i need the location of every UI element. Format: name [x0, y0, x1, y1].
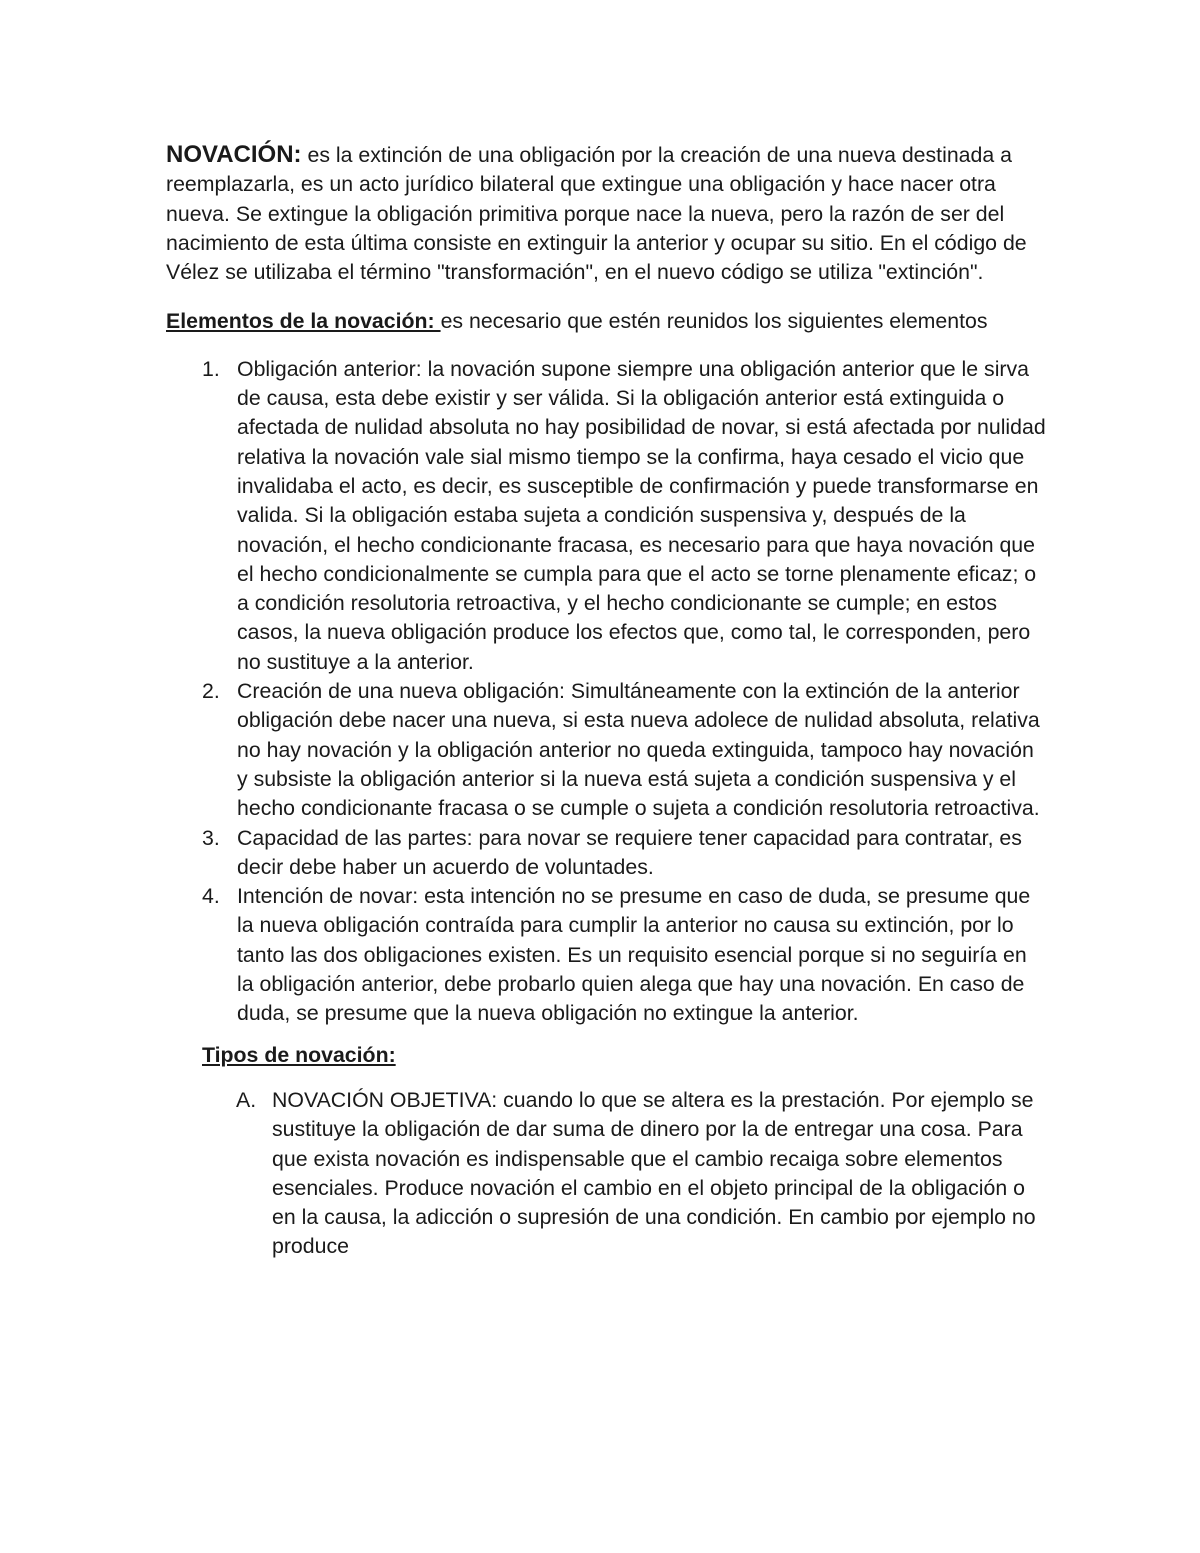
elements-heading: Elementos de la novación:	[166, 309, 441, 334]
elements-paragraph	[166, 307, 1046, 336]
list-item-text: Capacidad de las partes: para novar se requiere tener capacidad para contratar, es decir debe haber un acuerdo de voluntades.	[237, 825, 1022, 879]
list-item-marker: 4.	[202, 884, 220, 909]
list-item	[166, 882, 1046, 1028]
elements-intro-text: es necesario que estén reunidos los siguientes elementos	[440, 309, 988, 334]
list-item-text: Intención de novar: esta intención no se presume en caso de duda, se presume que la nueva obligación contraída para cumplir la anterior no causa su extinción, por lo tanto las dos obligaciones existen. Es un requisito esencial porque si no seguiría en la obligación anterior, debe probarlo quien alega que hay una novación. En caso de duda, se presume que la nueva obligación no extingue la anterior.	[237, 884, 1031, 1026]
list-item-text: Obligación anterior: la novación supone siempre una obligación anterior que le sirva de causa, esta debe existir y ser válida. Si la obligación anterior está extinguida o afectada de nulidad absoluta no hay posibilidad de novar, si está afectada por nulidad relativa la novación vale sial mismo tiempo se la confirma, haya cesado el vicio que invalidaba el acto, es decir, es susceptible de confirmación y puede transformarse en valida. Si la obligación estaba sujeta a condición suspensiva y, después de la novación, el hecho condicionante fracasa, es necesario para que haya novación que el hecho condicionalmente se cumpla para que el acto se torne plenamente eficaz; o a condición resolutoria retroactiva, y el hecho condicionante se cumple; en estos casos, la nueva obligación produce los efectos que, como tal, le corresponden, pero no sustituye a la anterior.	[237, 356, 1046, 674]
list-item-text: NOVACIÓN OBJETIVA: cuando lo que se altera es la prestación. Por ejemplo se sustituye la obligación de dar suma de dinero por la de entregar una cosa. Para que exista novación es indispensable que el cambio recaiga sobre elementos esenciales. Produce novación el cambio en el objeto principal de la obligación o en la causa, la adicción o supresión de una condición. En cambio por ejemplo no produce	[272, 1087, 1036, 1259]
list-item-marker: 2.	[202, 679, 220, 704]
novacion-term: NOVACIÓN:	[166, 141, 302, 168]
tipos-heading-paragraph	[202, 1041, 1046, 1070]
intro-paragraph	[166, 140, 1046, 287]
list-item-marker: 1.	[202, 356, 220, 381]
elements-list	[166, 355, 1046, 1029]
list-item-marker: 3.	[202, 825, 220, 850]
list-item-text: Creación de una nueva obligación: Simultáneamente con la extinción de la anterior obligación debe nacer una nueva, si esta nueva adolece de nulidad absoluta, relativa no hay novación y la obligación anterior no queda extinguida, tampoco hay novación y subsiste la obligación anterior si la nueva está sujeta a condición suspensiva y el hecho condicionante fracasa o se cumple o sujeta a condición resolutoria retroactiva.	[237, 679, 1040, 821]
list-item	[166, 677, 1046, 823]
list-item-marker: A.	[236, 1087, 257, 1112]
intro-text: es la extinción de una obligación por la creación de una nueva destinada a reemplazarla, es un acto jurídico bilateral que extingue una obligación y hace nacer otra nueva. Se extingue la obligación primitiva porque nace la nueva, pero la razón de ser del nacimiento de esta última consiste en extinguir la anterior y ocupar su sitio. En el código de Vélez se utilizaba el término "transformación", en el nuevo código se utiliza "extinción".	[166, 143, 1027, 285]
document-page	[166, 140, 1046, 1262]
list-item	[166, 1086, 1046, 1262]
tipos-list	[166, 1086, 1046, 1262]
tipos-heading: Tipos de novación:	[202, 1042, 396, 1067]
list-item	[166, 824, 1046, 883]
list-item	[166, 355, 1046, 677]
